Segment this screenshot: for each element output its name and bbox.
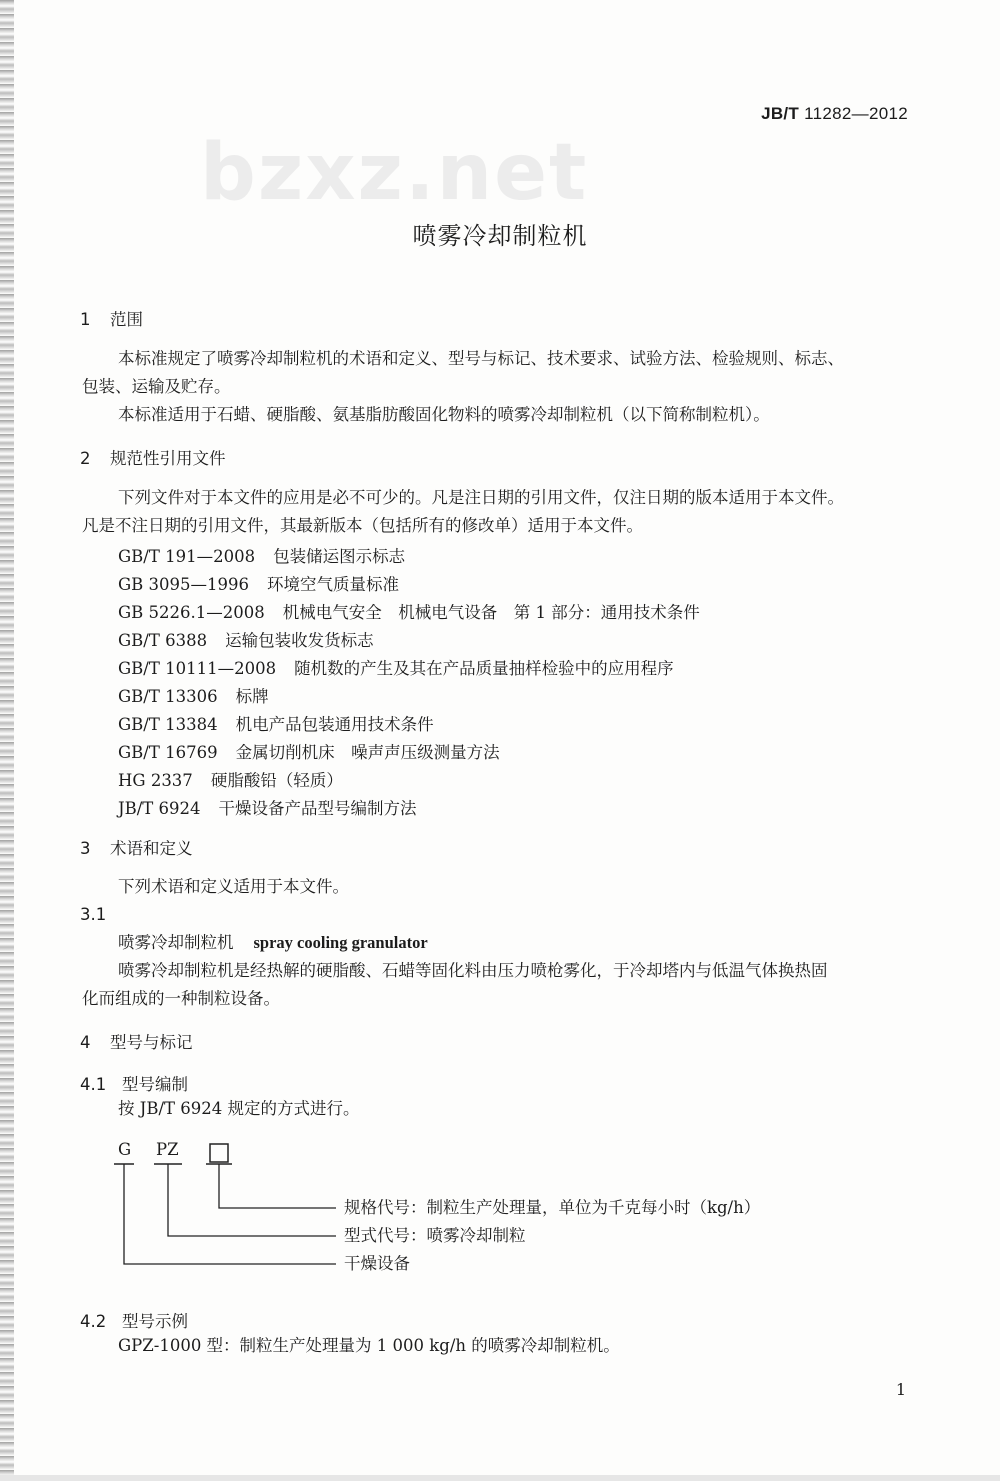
section-number: 4: [80, 1033, 91, 1052]
subsection-title: 型号编制: [122, 1075, 188, 1094]
reference-title: 干燥设备产品型号编制方法: [218, 799, 417, 818]
section-title: 范围: [110, 310, 143, 329]
term-heading: [118, 929, 428, 957]
section-title: 规范性引用文件: [110, 449, 226, 468]
reference-title: 环境空气质量标准: [267, 575, 400, 594]
paragraph-line: 按 JB/T 6924 规定的方式进行。: [118, 1099, 360, 1118]
paragraph-line: GPZ-1000 型：制粒生产处理量为 1 000 kg/h 的喷雾冷却制粒机。: [118, 1336, 620, 1355]
standard-code: [761, 104, 908, 124]
term-chinese: 喷雾冷却制粒机: [118, 933, 234, 952]
reference-code: JB/T 6924: [118, 799, 201, 818]
reference-item: [118, 655, 674, 679]
paragraph-line: 下列文件对于本文件的应用是必不可少的。凡是注日期的引用文件，仅注日期的版本适用于本文件。: [118, 488, 844, 507]
reference-item: [118, 627, 374, 651]
type-leader-line: [168, 1164, 336, 1236]
reference-code: GB/T 13306: [118, 687, 218, 706]
paragraph-line: 包装、运输及贮存。: [82, 377, 231, 396]
page-number: 1: [895, 1380, 906, 1399]
standard-code-prefix: JB/T: [761, 104, 800, 123]
code-letter-g: G: [118, 1140, 132, 1159]
scan-bottom-edge: [0, 1475, 1000, 1481]
reference-code: GB/T 13384: [118, 715, 218, 734]
spec-leader-line: [219, 1164, 336, 1208]
spec-code-label: 规格代号：制粒生产处理量，单位为千克每小时（kg/h）: [344, 1198, 761, 1217]
section-4-heading: [80, 1029, 193, 1053]
section-number: 1: [80, 310, 91, 329]
type-code-label: 型式代号：喷雾冷却制粒: [344, 1226, 526, 1245]
term-english: spray cooling granulator: [253, 933, 428, 952]
model-code-diagram: [110, 1140, 830, 1280]
reference-item: [118, 571, 399, 595]
reference-title: 机电产品包装通用技术条件: [235, 715, 434, 734]
paragraph-line: 本标准适用于石蜡、硬脂酸、氨基脂肪酸固化物料的喷雾冷却制粒机（以下简称制粒机）。: [118, 405, 770, 424]
reference-item: [118, 543, 405, 567]
paragraph-line: 下列术语和定义适用于本文件。: [118, 877, 349, 896]
term-number: 3.1: [80, 905, 107, 924]
reference-code: GB/T 191—2008: [118, 547, 256, 566]
reference-code: GB/T 6388: [118, 631, 208, 650]
reference-item: [118, 795, 417, 819]
subsection-4-1-heading: [80, 1071, 188, 1095]
reference-title: 标牌: [235, 687, 269, 706]
reference-title: 运输包装收发货标志: [225, 631, 374, 650]
section-title: 型号与标记: [110, 1033, 193, 1052]
subsection-4-2-heading: [80, 1308, 188, 1332]
dry-equipment-label: 干燥设备: [344, 1254, 410, 1273]
reference-title: 包装储运图示标志: [273, 547, 406, 566]
document-title: 喷雾冷却制粒机: [412, 222, 588, 250]
reference-item: [118, 683, 269, 707]
reference-item: [118, 711, 434, 735]
section-1-heading: [80, 306, 143, 330]
reference-title: 金属切削机床 噪声声压级测量方法: [235, 743, 500, 762]
spec-code-box: [210, 1144, 228, 1162]
reference-item: [118, 767, 343, 791]
dry-leader-line: [124, 1164, 336, 1264]
paragraph-line: 本标准规定了喷雾冷却制粒机的术语和定义、型号与标记、技术要求、试验方法、检验规则、标志、: [118, 349, 844, 368]
reference-item: [118, 739, 500, 763]
reference-code: GB/T 16769: [118, 743, 218, 762]
section-2-heading: [80, 445, 226, 469]
section-title: 术语和定义: [110, 839, 193, 858]
section-number: 2: [80, 449, 91, 468]
subsection-title: 型号示例: [122, 1312, 188, 1331]
code-letters-pz: PZ: [156, 1140, 179, 1159]
reference-code: GB 3095—1996: [118, 575, 250, 594]
standard-code-number: 11282—2012: [804, 104, 908, 123]
reference-code: GB/T 10111—2008: [118, 659, 277, 678]
reference-code: HG 2337: [118, 771, 193, 790]
reference-code: GB 5226.1—2008: [118, 603, 265, 622]
paragraph-line: 化而组成的一种制粒设备。: [82, 989, 280, 1008]
reference-title: 随机数的产生及其在产品质量抽样检验中的应用程序: [294, 659, 674, 678]
subsection-number: 4.1: [80, 1075, 107, 1094]
section-number: 3: [80, 839, 91, 858]
reference-title: 机械电气安全 机械电气设备 第 1 部分：通用技术条件: [282, 603, 700, 622]
subsection-number: 4.2: [80, 1312, 107, 1331]
section-3-heading: [80, 835, 193, 859]
reference-title: 硬脂酸铅（轻质）: [210, 771, 343, 790]
watermark: bzxz.net: [200, 128, 589, 218]
reference-item: [118, 599, 700, 623]
paragraph-line: 凡是不注日期的引用文件，其最新版本（包括所有的修改单）适用于本文件。: [82, 516, 643, 535]
paragraph-line: 喷雾冷却制粒机是经热解的硬脂酸、石蜡等固化料由压力喷枪雾化，于冷却塔内与低温气体换热固: [118, 961, 828, 980]
